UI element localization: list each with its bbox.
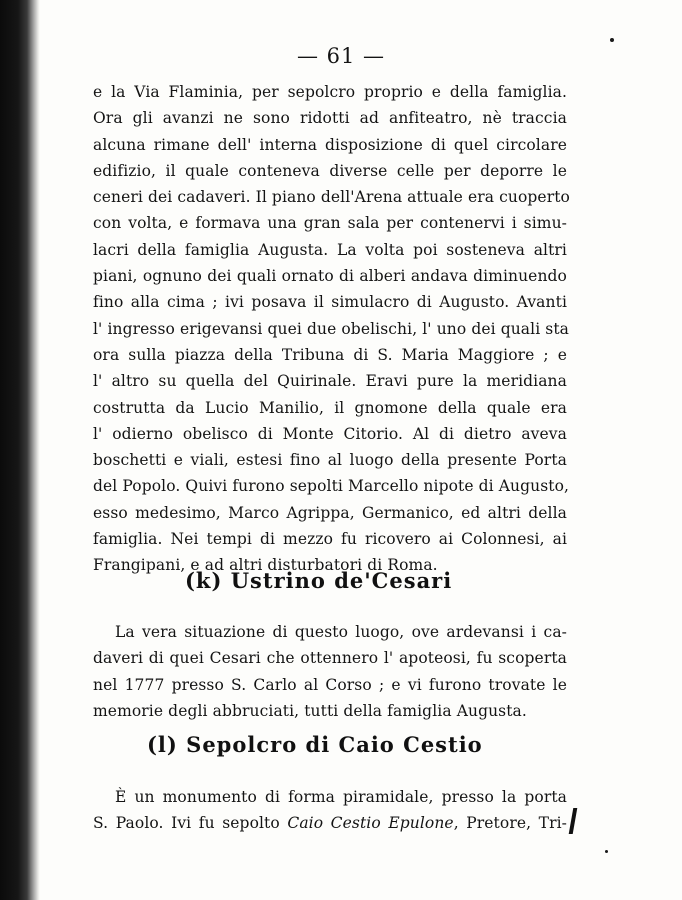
text-line: ora sulla piazza della Tribuna di S. Maria Maggiore ; e: [93, 345, 567, 364]
italic-name: Caio Cestio Epulone: [287, 814, 454, 833]
text-line: fino alla cima ; ivi posava il simulacro di Augusto. Avanti: [93, 293, 567, 312]
text-fragment: , Pretore, Tri-: [453, 814, 567, 833]
text-line: e la Via Flaminia, per sepolcro proprio e della famiglia.: [93, 83, 567, 101]
section-heading-cestio: (l) Sepolcro di Caio Cestio: [147, 732, 483, 757]
margin-mark: [569, 808, 578, 834]
text-fragment: S. Paolo. Ivi fu sepolto: [93, 814, 288, 833]
ustrino-paragraph: [93, 619, 567, 724]
text-line: del Popolo. Quivi furono sepolti Marcello nipote di Augusto,: [93, 477, 570, 496]
text-line: Ora gli avanzi ne sono ridotti ad anfiteatro, nè traccia: [93, 109, 567, 128]
text-line: Frangipani, e ad altri disturbatori di Roma.: [93, 556, 438, 575]
text-line: famiglia. Nei tempi di mezzo fu ricovero ai Colonnesi, ai: [93, 530, 567, 549]
page-number: — 61 —: [296, 44, 386, 68]
text-line: lacri della famiglia Augusta. La volta poi sosteneva altri: [93, 240, 567, 259]
text-line: La vera situazione di questo luogo, ove ardevansi i ca-: [115, 623, 567, 641]
text-line: l' altro su quella del Quirinale. Eravi pure la meridiana: [93, 372, 567, 391]
binding-edge: [0, 0, 40, 900]
text-line: costrutta da Lucio Manilio, il gnomone della quale era: [93, 398, 567, 417]
text-line: con volta, e formava una gran sala per contenervi i simu-: [93, 214, 567, 233]
text-line: memorie degli abbruciati, tutti della famiglia Augusta.: [93, 701, 527, 720]
scan-speck: [610, 38, 614, 42]
text-line: l' odierno obelisco di Monte Citorio. Al di dietro aveva: [93, 424, 567, 443]
text-line: alcuna rimane dell' interna disposizione di quel circolare: [93, 135, 567, 154]
text-line: edifizio, il quale conteneva diverse celle per deporre le: [93, 161, 567, 180]
text-line: ceneri dei cadaveri. Il piano dell'Arena attuale era cuoperto: [93, 188, 570, 207]
text-line: daveri di quei Cesari che ottennero l' apoteosi, fu scoperta: [93, 649, 567, 668]
text-line: [93, 810, 567, 836]
text-line: nel 1777 presso S. Carlo al Corso ; e vi furono trovate le: [93, 675, 567, 694]
section-heading-ustrino: (k) Ustrino de'Cesari: [185, 568, 453, 593]
cestio-paragraph: [93, 784, 567, 837]
text-line: l' ingresso erigevansi quei due obelischi, l' uno dei quali sta: [93, 319, 570, 338]
text-line: È un monumento di forma piramidale, presso la porta: [115, 788, 567, 806]
text-line: piani, ognuno dei quali ornato di alberi andava diminuendo: [93, 267, 567, 286]
text-line: esso medesimo, Marco Agrippa, Germanico, ed altri della: [93, 503, 567, 522]
text-line: boschetti e viali, estesi fino al luogo della presente Porta: [93, 451, 567, 470]
scan-speck: [605, 850, 608, 853]
main-paragraph: [93, 79, 570, 579]
